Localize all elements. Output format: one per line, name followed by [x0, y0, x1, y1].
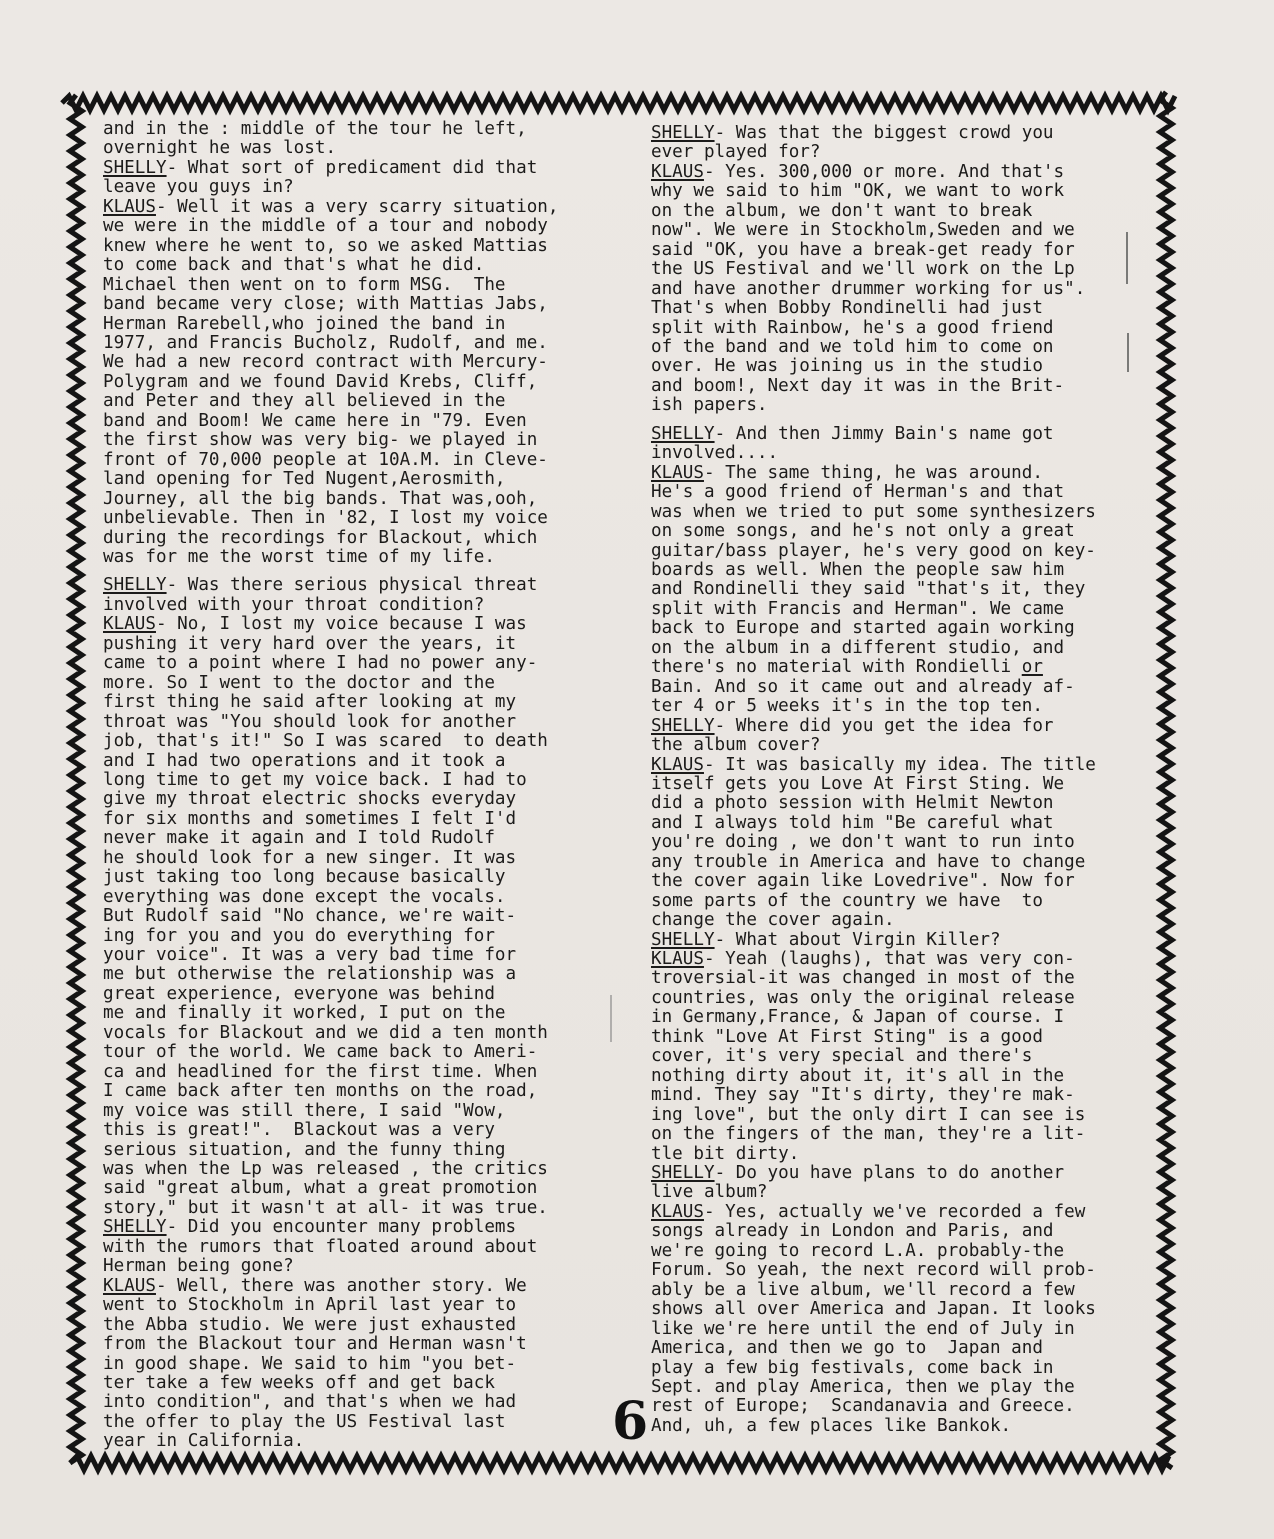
text-line: [651, 503, 1096, 522]
text-line: [103, 810, 558, 829]
line-text: Journey, all the big bands. That was,ooh,: [103, 488, 538, 509]
text-line: [103, 576, 558, 595]
line-text: band became very close; with Mattias Jabs,: [103, 294, 548, 315]
line-text: job, that's it!" So I was scared to death: [103, 731, 548, 752]
text-line: [103, 1218, 558, 1237]
text-line: [651, 396, 1096, 415]
line-text: said "OK, you have a break-get ready for: [651, 239, 1075, 260]
interview-column-right: [651, 124, 1096, 1436]
text-line: [651, 678, 1096, 697]
text-line: [103, 790, 558, 809]
line-text: countries, was only the original release: [651, 987, 1075, 1008]
speaker-label: SHELLY: [651, 423, 715, 444]
line-text: split with Francis and Herman". We came: [651, 598, 1065, 619]
line-text: some parts of the country we have to: [651, 890, 1043, 911]
line-text: - The same thing, he was around.: [703, 462, 1043, 483]
text-line: [651, 182, 1096, 201]
text-line: [651, 1339, 1096, 1358]
line-text: never make it again and I told Rudolf: [103, 828, 495, 849]
text-line: [651, 202, 1096, 221]
text-line: [651, 1028, 1096, 1047]
text-line: [103, 849, 558, 868]
line-text: the first show was very big- we played in: [103, 430, 538, 451]
text-line: [651, 483, 1096, 502]
text-line: [103, 1082, 558, 1101]
text-line: [103, 353, 558, 372]
text-line: [103, 295, 558, 314]
line-text: - And then Jimmy Bain's name got: [714, 423, 1054, 444]
text-line: [103, 888, 558, 907]
line-text: mind. They say "It's dirty, they're mak-: [651, 1085, 1075, 1106]
zigzag-border-bottom: [70, 1456, 1169, 1470]
text-line: [103, 1121, 558, 1140]
line-text: long time to get my voice back. I had to: [103, 769, 527, 790]
line-text: land opening for Ted Nugent,Aerosmith,: [103, 469, 506, 490]
line-text: on some songs, and he's not only a great: [651, 521, 1075, 542]
line-text: change the cover again.: [651, 910, 895, 931]
text-line: [103, 1063, 558, 1082]
line-text: my voice was still there, I said "Wow,: [103, 1100, 506, 1121]
text-line: [103, 713, 558, 732]
line-text: ably be a live album, we'll record a few: [651, 1279, 1075, 1300]
text-line: [103, 1004, 558, 1023]
line-text: ever played for?: [651, 142, 821, 163]
text-line: [103, 771, 558, 790]
line-text: shows all over America and Japan. It looks: [651, 1299, 1096, 1320]
text-line: [103, 654, 558, 673]
line-text: rest of Europe; Scandanavia and Greece.: [651, 1396, 1075, 1417]
text-line: [651, 1067, 1096, 1086]
line-text: of the band and we told him to come on: [651, 336, 1054, 357]
line-text: - What about Virgin Killer?: [714, 929, 1001, 950]
text-line: [651, 124, 1096, 143]
speaker-label: KLAUS: [103, 196, 156, 217]
line-text: he should look for a new singer. It was: [103, 847, 517, 868]
line-text: ing for you and you do everything for: [103, 925, 495, 946]
speaker-label: SHELLY: [651, 123, 715, 143]
line-text: more. So I went to the doctor and the: [103, 672, 495, 693]
text-line: [103, 256, 558, 275]
speaker-label: SHELLY: [651, 929, 715, 950]
text-line: [651, 892, 1096, 911]
text-line: [651, 260, 1096, 279]
text-line: [103, 985, 558, 1004]
text-line: [103, 907, 558, 926]
line-text: unbelievable. Then in '82, I lost my voice: [103, 508, 548, 529]
text-line: [103, 1393, 558, 1412]
line-text: tour of the world. We came back to Ameri-: [103, 1042, 538, 1063]
speaker-label: KLAUS: [651, 161, 704, 182]
line-text: nothing dirty about it, it's all in the: [651, 1065, 1065, 1086]
text-line: [651, 299, 1096, 318]
zigzag-border-top: [62, 96, 1175, 110]
text-line: [651, 1417, 1096, 1436]
line-text: year in California.: [103, 1431, 305, 1452]
line-text: first thing he said after looking at my: [103, 692, 517, 713]
text-line: [103, 615, 558, 634]
text-line: [103, 1355, 558, 1374]
text-line: [103, 965, 558, 984]
line-text: pushing it very hard over the years, it: [103, 633, 517, 654]
line-text: on the fingers of the man, they're a lit-: [651, 1124, 1086, 1145]
line-text: on the album in a different studio, and: [651, 637, 1065, 658]
text-line: [103, 1296, 558, 1315]
line-text: knew where he went to, so we asked Mattias: [103, 235, 548, 256]
line-text: leave you guys in?: [103, 177, 294, 198]
text-line: [103, 868, 558, 887]
line-text: And, uh, a few places like Bankok.: [651, 1415, 1012, 1436]
line-text: did a photo session with Helmit Newton: [651, 793, 1054, 814]
interview-column-left: [103, 120, 558, 1452]
line-text: Sept. and play America, then we play the: [651, 1377, 1075, 1397]
speaker-label: KLAUS: [103, 614, 156, 635]
line-text: back to Europe and started again working: [651, 618, 1075, 639]
text-line: [103, 373, 558, 392]
text-line: [651, 542, 1096, 561]
line-text: think "Love At First Sting" is a good: [651, 1026, 1043, 1047]
text-line: [103, 470, 558, 489]
line-text: and boom!, Next day it was in the Brit-: [651, 375, 1065, 396]
line-text: me and finally it worked, I put on the: [103, 1003, 506, 1024]
text-line: [651, 600, 1096, 619]
text-line: [103, 829, 558, 848]
text-line: [651, 658, 1096, 677]
text-line: [651, 1203, 1096, 1222]
text-line: [651, 280, 1096, 299]
text-line: [103, 451, 558, 470]
line-text: in Germany,France, & Japan of course. I: [651, 1007, 1065, 1028]
text-line: [651, 241, 1096, 260]
speaker-label: or: [1021, 657, 1043, 678]
line-text: and I had two operations and it took a: [103, 750, 506, 771]
text-line: [651, 1378, 1096, 1397]
text-line: [651, 1261, 1096, 1280]
line-text: the offer to play the US Festival last: [103, 1411, 506, 1432]
line-text: That's when Bobby Rondinelli had just: [651, 298, 1043, 319]
line-text: now". We were in Stockholm,Sweden and we: [651, 220, 1075, 241]
text-line: [103, 1335, 558, 1354]
line-text: in good shape. We said to him "you bet-: [103, 1353, 517, 1374]
text-line: [651, 794, 1096, 813]
speaker-label: SHELLY: [103, 157, 167, 178]
text-line: [651, 639, 1096, 658]
text-line: [103, 139, 558, 158]
line-text: vocals for Blackout and we did a ten month: [103, 1022, 548, 1043]
line-text: band and Boom! We came here in "79. Even: [103, 410, 527, 431]
text-line: [651, 1145, 1096, 1164]
text-line: [103, 529, 558, 548]
line-text: boards as well. When the people saw him: [651, 559, 1065, 580]
line-text: ish papers.: [651, 395, 768, 416]
text-line: [103, 198, 558, 217]
text-line: [651, 338, 1096, 357]
line-text: Herman Rarebell,who joined the band in: [103, 313, 506, 334]
text-line: [651, 377, 1096, 396]
speaker-label: SHELLY: [651, 715, 715, 736]
text-line: [103, 1102, 558, 1121]
line-text: throat was "You should look for another: [103, 711, 517, 732]
text-line: [103, 276, 558, 295]
line-text: to come back and that's what he did.: [103, 255, 485, 276]
line-text: ca and headlined for the first time. When: [103, 1061, 538, 1082]
line-text: involved....: [651, 443, 779, 464]
line-text: - Was that the biggest crowd you: [714, 123, 1054, 143]
text-line: [651, 1008, 1096, 1027]
line-text: - Do you have plans to do another: [714, 1163, 1065, 1184]
line-text: guitar/bass player, he's very good on key-: [651, 540, 1096, 561]
text-line: [651, 911, 1096, 930]
text-line: [103, 1179, 558, 1198]
text-line: [651, 814, 1096, 833]
text-line: [651, 1106, 1096, 1125]
line-text: ing love", but the only dirt I can see is: [651, 1104, 1086, 1125]
text-line: [651, 425, 1096, 444]
line-text: - Well, there was another story. We: [155, 1275, 527, 1296]
text-line: [651, 1242, 1096, 1261]
text-line: [103, 674, 558, 693]
line-text: We had a new record contract with Mercury-: [103, 352, 548, 373]
zigzag-border-right: [1160, 92, 1172, 1468]
text-line: [651, 1359, 1096, 1378]
text-line: [651, 853, 1096, 872]
line-text: itself gets you Love At First Sting. We: [651, 773, 1065, 794]
text-line: [103, 217, 558, 236]
text-line: [651, 464, 1096, 483]
line-text: Michael then went on to form MSG. The: [103, 274, 506, 295]
speaker-label: SHELLY: [103, 1217, 167, 1238]
line-text: Bain. And so it came out and already af-: [651, 676, 1075, 697]
line-text: into condition", and that's when we had: [103, 1392, 517, 1413]
text-line: [103, 490, 558, 509]
line-text: Polygram and we found David Krebs, Cliff,: [103, 371, 538, 392]
line-text: and Rondinelli they said "that's it, they: [651, 579, 1086, 600]
speaker-label: SHELLY: [651, 1163, 715, 1184]
line-text: the cover again like Lovedrive". Now for: [651, 871, 1075, 892]
text-line: [651, 717, 1096, 736]
text-line: [103, 334, 558, 353]
line-text: cover, it's very special and there's: [651, 1046, 1033, 1067]
line-text: - Yeah (laughs), that was very con-: [703, 949, 1075, 970]
text-line: [651, 872, 1096, 891]
line-text: America, and then we go to Japan and: [651, 1338, 1043, 1359]
line-text: was when we tried to put some synthesizers: [651, 501, 1096, 522]
text-line: [651, 697, 1096, 716]
text-line: [651, 1397, 1096, 1416]
line-text: the Abba studio. We were just exhausted: [103, 1314, 517, 1335]
text-line: [103, 159, 558, 178]
line-text: was for me the worst time of my life.: [103, 546, 495, 567]
line-text: great experience, everyone was behind: [103, 983, 495, 1004]
text-line: [651, 143, 1096, 162]
line-text: ter 4 or 5 weeks it's in the top ten.: [651, 696, 1043, 717]
line-text: your voice". It was a very bad time for: [103, 945, 517, 966]
text-line: [103, 548, 558, 567]
text-line: [651, 775, 1096, 794]
line-text: overnight he was lost.: [103, 138, 337, 159]
text-line: [651, 969, 1096, 988]
line-text: and Peter and they all believed in the: [103, 391, 506, 412]
text-line: [651, 989, 1096, 1008]
text-line: [651, 522, 1096, 541]
line-text: - Was there serious physical threat: [166, 575, 538, 596]
line-text: any trouble in America and have to change: [651, 851, 1086, 872]
line-text: - What sort of predicament did that: [166, 157, 538, 178]
text-line: [103, 1432, 558, 1451]
text-line: [651, 756, 1096, 775]
text-line: [651, 221, 1096, 240]
line-text: came to a point where I had no power any-: [103, 653, 538, 674]
text-line: [103, 1374, 558, 1393]
line-text: give my throat electric shocks everyday: [103, 789, 517, 810]
text-line: [103, 1316, 558, 1335]
line-text: split with Rainbow, he's a good friend: [651, 317, 1054, 338]
text-line: [103, 178, 558, 197]
line-text: went to Stockholm in April last year to: [103, 1295, 517, 1316]
text-line: [651, 163, 1096, 182]
line-text: story," but it wasn't at all- it was true.: [103, 1197, 548, 1218]
speaker-label: KLAUS: [651, 754, 704, 775]
text-line: [651, 1047, 1096, 1066]
line-text: was when the Lp was released , the critics: [103, 1159, 548, 1180]
text-line: [651, 1320, 1096, 1339]
line-text: - It was basically my idea. The title: [703, 754, 1096, 775]
line-text: for six months and sometimes I felt I'd: [103, 808, 517, 829]
zigzag-border-left: [70, 95, 82, 1463]
text-line: [103, 693, 558, 712]
text-line: [651, 319, 1096, 338]
text-line: [651, 561, 1096, 580]
line-text: we're going to record L.A. probably-the: [651, 1240, 1065, 1261]
line-text: tle bit dirty.: [651, 1143, 800, 1164]
line-text: just taking too long because basically: [103, 867, 506, 888]
text-line: [103, 752, 558, 771]
line-text: front of 70,000 people at 10A.M. in Cleve-: [103, 449, 548, 470]
text-line: [103, 120, 558, 139]
text-line: [651, 619, 1096, 638]
line-text: why we said to him "OK, we want to work: [651, 181, 1065, 202]
text-line: [103, 412, 558, 431]
line-text: you're doing , we don't want to run into: [651, 832, 1075, 853]
text-line: [651, 931, 1096, 950]
text-line: [651, 1281, 1096, 1300]
line-text: - Yes. 300,000 or more. And that's: [703, 161, 1065, 182]
text-line: [103, 1024, 558, 1043]
speaker-label: KLAUS: [103, 1275, 156, 1296]
line-text: with the rumors that floated around about: [103, 1236, 538, 1257]
speaker-label: KLAUS: [651, 462, 704, 483]
text-line: [651, 1222, 1096, 1241]
text-line: [651, 357, 1096, 376]
line-text: troversial-it was changed in most of the: [651, 968, 1075, 989]
text-line: [103, 927, 558, 946]
speaker-label: KLAUS: [651, 1201, 704, 1222]
line-text: He's a good friend of Herman's and that: [651, 482, 1065, 503]
line-text: - Where did you get the idea for: [714, 715, 1054, 736]
line-text: there's no material with Rondielli: [651, 657, 1022, 678]
text-line: [103, 1277, 558, 1296]
text-line: [103, 431, 558, 450]
line-text: songs already in London and Paris, and: [651, 1221, 1054, 1242]
text-line: [103, 315, 558, 334]
text-line: [651, 1300, 1096, 1319]
line-text: play a few big festivals, come back in: [651, 1357, 1054, 1378]
line-text: involved with your throat condition?: [103, 594, 485, 615]
line-text: over. He was joining us in the studio: [651, 356, 1043, 377]
text-line: [103, 732, 558, 751]
line-text: - No, I lost my voice because I was: [155, 614, 527, 635]
text-line: [651, 833, 1096, 852]
line-text: I came back after ten months on the road,: [103, 1081, 538, 1102]
line-text: and have another drummer working for us".: [651, 278, 1086, 299]
text-line: [103, 635, 558, 654]
text-line: [103, 1043, 558, 1062]
line-text: the album cover?: [651, 735, 821, 756]
line-text: and in the : middle of the tour he left,: [103, 119, 527, 139]
text-line: [103, 509, 558, 528]
line-text: from the Blackout tour and Herman wasn't: [103, 1334, 527, 1355]
text-line: [103, 596, 558, 615]
line-text: live album?: [651, 1182, 768, 1203]
line-text: Forum. So yeah, the next record will prob-: [651, 1260, 1096, 1281]
line-text: me but otherwise the relationship was a: [103, 964, 517, 985]
line-text: said "great album, what a great promotion: [103, 1178, 538, 1199]
text-line: [651, 1086, 1096, 1105]
text-line: [651, 580, 1096, 599]
text-line: [651, 1164, 1096, 1183]
line-text: and I always told him "Be careful what: [651, 812, 1054, 833]
line-text: on the album, we don't want to break: [651, 200, 1033, 221]
text-line: [103, 1160, 558, 1179]
text-line: [103, 1199, 558, 1218]
line-text: - Well it was a very scarry situation,: [155, 196, 559, 217]
line-text: - Yes, actually we've recorded a few: [703, 1201, 1086, 1222]
text-line: [651, 1183, 1096, 1202]
line-text: 1977, and Francis Bucholz, Rudolf, and me.: [103, 332, 548, 353]
text-line: [103, 1257, 558, 1276]
line-text: Herman being gone?: [103, 1256, 294, 1277]
text-line: [103, 946, 558, 965]
text-line: [651, 1125, 1096, 1144]
text-line: [103, 1238, 558, 1257]
text-line: [651, 736, 1096, 755]
text-line: [103, 237, 558, 256]
line-text: like we're here until the end of July in: [651, 1318, 1075, 1339]
line-text: But Rudolf said "No chance, we're wait-: [103, 906, 517, 927]
line-text: the US Festival and we'll work on the Lp: [651, 259, 1075, 280]
line-text: - Did you encounter many problems: [166, 1217, 517, 1238]
speaker-label: SHELLY: [103, 575, 167, 596]
line-text: we were in the middle of a tour and nobody: [103, 216, 548, 237]
text-line: [103, 1413, 558, 1432]
line-text: this is great!". Blackout was a very: [103, 1120, 495, 1141]
text-line: [651, 444, 1096, 463]
line-text: during the recordings for Blackout, which: [103, 527, 538, 548]
text-line: [103, 392, 558, 411]
speaker-label: KLAUS: [651, 949, 704, 970]
page-number: 6: [612, 1391, 649, 1452]
text-line: [103, 1141, 558, 1160]
line-text: serious situation, and the funny thing: [103, 1139, 506, 1160]
line-text: everything was done except the vocals.: [103, 886, 506, 907]
text-line: [651, 950, 1096, 969]
line-text: ter take a few weeks off and get back: [103, 1373, 495, 1393]
